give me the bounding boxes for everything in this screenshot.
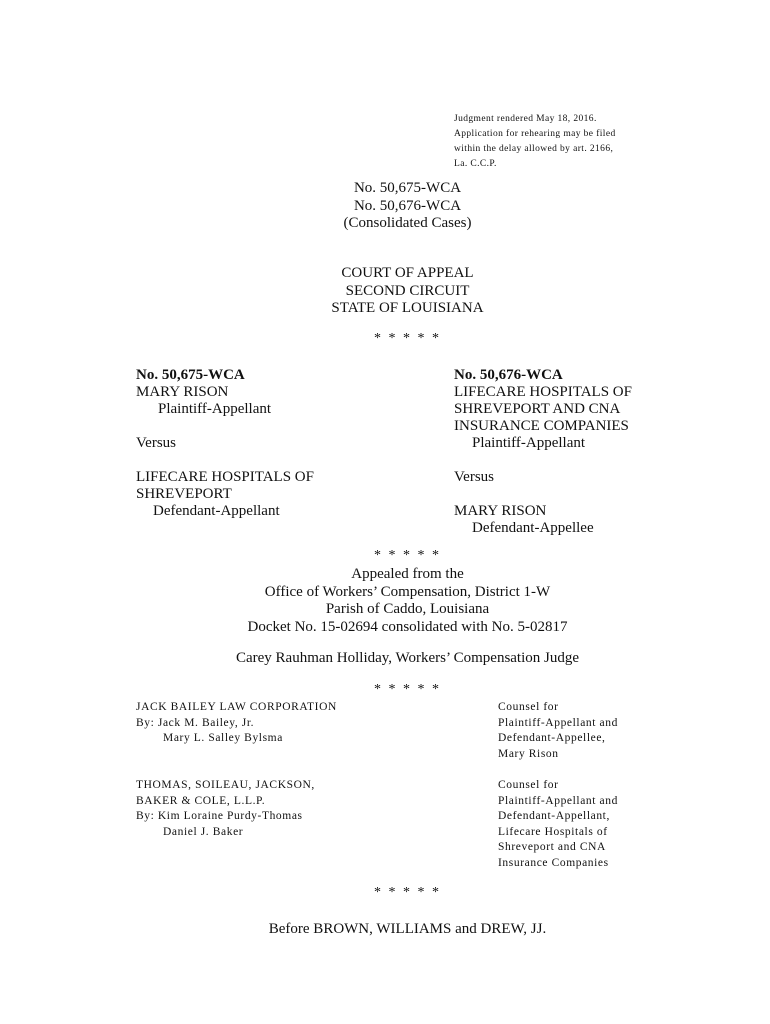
- court-heading: [0, 265, 770, 318]
- separator-4: * * * * *: [374, 885, 441, 900]
- right-case-number: No. 50,676-WCA: [454, 367, 563, 383]
- appeal-line-3: Parish of Caddo, Louisiana: [325, 601, 490, 617]
- counsel-1-attorneys: [136, 700, 337, 747]
- judgment-note-line: La. C.C.P.: [454, 159, 497, 169]
- separator-3: * * * * *: [374, 682, 441, 697]
- counsel-1-for: [498, 700, 618, 762]
- counsel-1-for-line: Plaintiff-Appellant and: [498, 716, 618, 729]
- case-numbers: [0, 180, 770, 233]
- left-party-2-line-2: SHREVEPORT: [136, 486, 232, 502]
- trial-judge: Carey Rauhman Holliday, Workers’ Compensation Judge: [235, 650, 580, 666]
- counsel-1-firm: JACK BAILEY LAW CORPORATION: [136, 701, 337, 713]
- right-party-2: MARY RISON: [454, 503, 547, 519]
- counsel-2-for-line: Defendant-Appellant,: [498, 810, 610, 822]
- counsel-2-for-line: Counsel for: [498, 779, 559, 791]
- right-versus: Versus: [454, 469, 494, 485]
- left-versus: Versus: [136, 435, 176, 451]
- counsel-1-attorney-2: Mary L. Salley Bylsma: [163, 732, 283, 744]
- counsel-2-for-line: Shreveport and CNA: [498, 841, 606, 853]
- judgment-note-line: Judgment rendered May 18, 2016.: [454, 114, 597, 124]
- court-state: STATE OF LOUISIANA: [331, 300, 484, 316]
- consolidated-note: (Consolidated Cases): [343, 215, 472, 231]
- counsel-1-for-line: Defendant-Appellee,: [498, 732, 606, 744]
- left-party-2-line-1: LIFECARE HOSPITALS OF: [136, 469, 314, 485]
- separator-1: * * * * *: [374, 331, 441, 346]
- appeal-info: [0, 566, 770, 636]
- counsel-2-firm-line-1: THOMAS, SOILEAU, JACKSON,: [136, 779, 315, 791]
- case-number-2: No. 50,676-WCA: [353, 197, 462, 214]
- left-case-number: No. 50,675-WCA: [136, 367, 245, 383]
- left-case-caption: [136, 367, 314, 520]
- counsel-2-for-line: Plaintiff-Appellant and: [498, 794, 618, 807]
- appeal-line-1: Appealed from the: [351, 566, 464, 582]
- panel-judges: Before BROWN, WILLIAMS and DREW, JJ.: [268, 921, 547, 937]
- counsel-1-by: By: Jack M. Bailey, Jr.: [136, 716, 255, 729]
- right-party-1-line-2: SHREVEPORT AND CNA: [454, 401, 621, 417]
- left-party-1: MARY RISON: [136, 384, 229, 400]
- left-role-1: Plaintiff-Appellant: [158, 401, 272, 417]
- right-party-1-line-1: LIFECARE HOSPITALS OF: [454, 384, 632, 400]
- counsel-2-for-line: Lifecare Hospitals of: [498, 825, 608, 838]
- right-role-1: Plaintiff-Appellant: [472, 435, 586, 451]
- counsel-2-firm-line-2: BAKER & COLE, L.L.P.: [136, 794, 266, 807]
- left-role-2: Defendant-Appellant: [153, 503, 280, 519]
- counsel-1-for-line: Mary Rison: [498, 747, 559, 760]
- judgment-note-line: Application for rehearing may be filed: [454, 129, 616, 139]
- counsel-2-for: [498, 778, 618, 871]
- counsel-1-for-line: Counsel for: [498, 701, 559, 713]
- judgment-note: [454, 112, 616, 172]
- right-party-1-line-3: INSURANCE COMPANIES: [454, 418, 629, 434]
- case-number-1: No. 50,675-WCA: [353, 180, 462, 196]
- appeal-line-2: Office of Workers’ Compensation, District 1-W: [264, 583, 551, 600]
- counsel-2-for-line: Insurance Companies: [498, 856, 609, 869]
- counsel-2-by: By: Kim Loraine Purdy-Thomas: [136, 810, 303, 822]
- right-role-2: Defendant-Appellee: [472, 520, 594, 536]
- court-circuit: SECOND CIRCUIT: [345, 282, 470, 299]
- counsel-2-attorneys: [136, 778, 315, 840]
- judgment-note-line: within the delay allowed by art. 2166,: [454, 144, 614, 154]
- separator-2: * * * * *: [374, 548, 441, 563]
- court-name: COURT OF APPEAL: [341, 265, 474, 281]
- right-case-caption: [454, 367, 632, 537]
- appeal-docket: Docket No. 15-02694 consolidated with No. 5-02817: [247, 618, 568, 635]
- counsel-2-attorney-2: Daniel J. Baker: [163, 825, 244, 838]
